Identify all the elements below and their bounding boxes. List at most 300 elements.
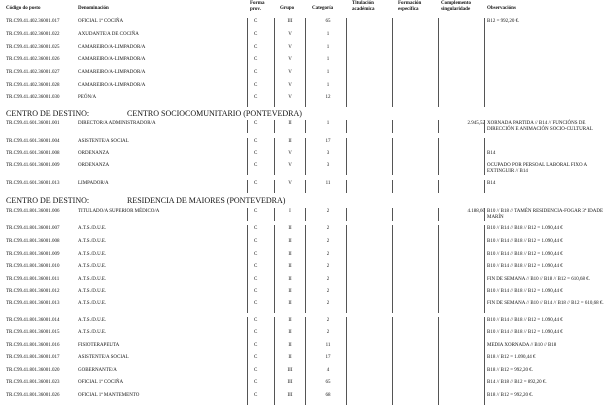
post-category: 68 bbox=[325, 393, 331, 398]
post-code: TR.C99.41.601.36001.013 bbox=[6, 181, 60, 186]
table-row bbox=[0, 45, 614, 57]
column-divider bbox=[305, 392, 306, 405]
column-divider bbox=[274, 208, 275, 221]
post-observations: B10 // B14 // B18 // B12 = 1.090,44 € bbox=[487, 318, 563, 323]
column-divider bbox=[247, 180, 248, 193]
post-category: 1 bbox=[326, 121, 330, 126]
column-divider bbox=[438, 354, 439, 367]
column-divider bbox=[484, 94, 485, 107]
column-divider bbox=[247, 329, 248, 342]
column-divider bbox=[346, 300, 347, 313]
column-divider bbox=[274, 392, 275, 405]
post-denomination: OFICIAL 1ª COCIÑA bbox=[78, 19, 124, 24]
column-divider bbox=[274, 238, 275, 251]
post-forma-prov: C bbox=[254, 301, 258, 306]
post-code: TR.C99.41.801.36001.026 bbox=[6, 393, 60, 398]
column-divider bbox=[484, 329, 485, 342]
post-observations: OCUPADO POR PERSOAL LABORAL FIXO A EXTINGUIR // B14 bbox=[487, 163, 587, 174]
post-denomination: ORDENANZA bbox=[78, 163, 110, 168]
post-code: TR.C99.41.601.36001.009 bbox=[6, 163, 60, 168]
column-divider bbox=[274, 56, 275, 69]
post-observations: B10 // B14 // B18 // B12 = 1.090,44 € bbox=[487, 252, 563, 257]
column-divider bbox=[274, 120, 275, 133]
column-divider bbox=[484, 31, 485, 44]
column-divider bbox=[392, 94, 393, 107]
column-divider bbox=[305, 94, 306, 107]
column-divider bbox=[247, 94, 248, 107]
column-divider bbox=[305, 162, 306, 175]
column-divider bbox=[484, 379, 485, 392]
column-divider bbox=[484, 180, 485, 193]
post-category: 3 bbox=[326, 163, 330, 168]
column-divider bbox=[484, 208, 485, 221]
column-divider bbox=[346, 225, 347, 238]
post-observations: B14 bbox=[487, 181, 496, 186]
post-observations: B10 // B18 // TAMÉN RESIDENCIA-FOGAR 3ª IDADE MARÍN bbox=[487, 209, 604, 220]
post-group: V bbox=[288, 181, 292, 186]
post-code: TR.C99.41.402.36001.017 bbox=[6, 19, 60, 24]
column-divider bbox=[392, 354, 393, 367]
post-category: 17 bbox=[325, 139, 331, 144]
post-forma-prov: C bbox=[254, 393, 258, 398]
column-divider bbox=[247, 263, 248, 276]
post-observations: B10 // B14 // B18 // B12 = 1.090,44 € bbox=[487, 289, 563, 294]
table-row bbox=[0, 289, 614, 301]
column-divider bbox=[484, 238, 485, 251]
post-group: V bbox=[288, 83, 292, 88]
column-divider bbox=[484, 263, 485, 276]
post-group: V bbox=[288, 70, 292, 75]
column-divider bbox=[346, 208, 347, 221]
post-forma-prov: C bbox=[254, 45, 258, 50]
header-formacion: Formación específica bbox=[398, 1, 422, 12]
post-forma-prov: C bbox=[254, 139, 258, 144]
post-denomination: FISIOTERAPEUTA bbox=[78, 343, 120, 348]
post-category: 12 bbox=[325, 95, 331, 100]
column-divider bbox=[392, 56, 393, 69]
post-category: 1 bbox=[326, 83, 330, 88]
table-row bbox=[0, 19, 614, 31]
post-forma-prov: C bbox=[254, 239, 258, 244]
column-divider bbox=[392, 238, 393, 251]
post-code: TR.C99.41.801.36001.008 bbox=[6, 239, 60, 244]
column-divider bbox=[305, 69, 306, 82]
post-denomination: OFICIAL 1ª COCIÑA bbox=[78, 380, 124, 385]
post-code: TR.C99.41.801.36001.012 bbox=[6, 289, 60, 294]
column-divider bbox=[392, 208, 393, 221]
column-divider bbox=[392, 392, 393, 405]
post-group: III bbox=[287, 393, 293, 398]
section-name: CENTRO SOCIOCOMUNITARIO (PONTEVEDRA) bbox=[127, 109, 302, 118]
table-row bbox=[0, 209, 614, 221]
post-code: TR.C99.41.402.36001.030 bbox=[6, 95, 60, 100]
column-divider bbox=[392, 69, 393, 82]
post-observations: B12 = 992,20 €. bbox=[487, 19, 520, 24]
post-category: 1 bbox=[326, 57, 330, 62]
post-observations: B18 // B12 = 1.090,44 € bbox=[487, 355, 536, 360]
column-divider bbox=[484, 18, 485, 31]
post-denomination: CAMAREIRO/A-LIMPADOR/A bbox=[78, 45, 146, 50]
post-denomination: ASISTENTE/A SOCIAL bbox=[78, 139, 129, 144]
post-category: 2 bbox=[326, 301, 330, 306]
column-divider bbox=[274, 379, 275, 392]
post-denomination: A.T.S./D.U.E. bbox=[78, 264, 107, 269]
post-group: V bbox=[288, 57, 292, 62]
column-divider bbox=[484, 162, 485, 175]
post-denomination: PEÓN/A bbox=[78, 95, 97, 100]
post-category: 1 bbox=[326, 45, 330, 50]
column-divider bbox=[274, 354, 275, 367]
column-divider bbox=[484, 225, 485, 238]
post-code: TR.C99.41.601.36001.001 bbox=[6, 121, 60, 126]
post-code: TR.C99.41.402.36001.026 bbox=[6, 57, 60, 62]
post-group: II bbox=[288, 239, 292, 244]
section-label: CENTRO DE DESTINO: bbox=[6, 109, 90, 118]
column-divider bbox=[305, 379, 306, 392]
post-group: V bbox=[288, 163, 292, 168]
column-divider bbox=[346, 69, 347, 82]
post-denomination: TITULADO/A SUPERIOR MÉDICO/A bbox=[78, 209, 160, 214]
post-group: III bbox=[287, 380, 293, 385]
post-code: TR.C99.41.801.36001.017 bbox=[6, 355, 60, 360]
table-row bbox=[0, 163, 614, 175]
post-category: 11 bbox=[325, 181, 331, 186]
post-observations: FIN DE SEMANA // B10 // B14 // B18 // B12 = 610,68 €. bbox=[487, 301, 604, 306]
column-divider bbox=[392, 263, 393, 276]
section-name: RESIDENCIA DE MAIORES (PONTEVEDRA) bbox=[127, 196, 286, 205]
table-row bbox=[0, 32, 614, 44]
post-group: II bbox=[288, 343, 292, 348]
table-row bbox=[0, 70, 614, 82]
post-denomination: A.T.S./D.U.E. bbox=[78, 226, 107, 231]
table-row bbox=[0, 252, 614, 264]
post-code: TR.C99.41.801.36001.010 bbox=[6, 264, 60, 269]
column-divider bbox=[305, 238, 306, 251]
header-forma: Forma prov. bbox=[250, 1, 265, 12]
post-observations: B14 // B18 // B12 = 892,20 €. bbox=[487, 380, 547, 385]
post-forma-prov: C bbox=[254, 95, 258, 100]
table-row bbox=[0, 121, 614, 133]
post-category: 65 bbox=[325, 19, 331, 24]
column-divider bbox=[392, 329, 393, 342]
post-complement: 4.188,60 bbox=[467, 209, 485, 214]
column-divider bbox=[392, 18, 393, 31]
table-row bbox=[0, 226, 614, 238]
column-divider bbox=[392, 31, 393, 44]
column-divider bbox=[346, 379, 347, 392]
column-divider bbox=[274, 162, 275, 175]
post-forma-prov: C bbox=[254, 264, 258, 269]
column-divider bbox=[247, 392, 248, 405]
post-forma-prov: C bbox=[254, 277, 258, 282]
post-code: TR.C99.41.801.36001.014 bbox=[6, 318, 60, 323]
post-category: 11 bbox=[325, 343, 331, 348]
table-row bbox=[0, 355, 614, 367]
header-categoria: Categoría bbox=[312, 6, 334, 11]
post-category: 2 bbox=[326, 277, 330, 282]
column-divider bbox=[346, 120, 347, 133]
post-denomination: LIMPADOR/A bbox=[78, 181, 109, 186]
post-denomination: A.T.S./D.U.E. bbox=[78, 239, 107, 244]
table-row bbox=[0, 301, 614, 313]
post-code: TR.C99.41.801.36001.015 bbox=[6, 330, 60, 335]
post-observations: FIN DE SEMANA // B10 // B18 // B12 = 610,68 €. bbox=[487, 277, 590, 282]
table-row bbox=[0, 277, 614, 289]
column-divider bbox=[247, 379, 248, 392]
post-category: 2 bbox=[326, 318, 330, 323]
post-observations: B18 // B12 = 992,20 €. bbox=[487, 393, 534, 398]
table-row bbox=[0, 330, 614, 342]
column-divider bbox=[438, 392, 439, 405]
post-category: 17 bbox=[325, 355, 331, 360]
post-observations: B10 // B14 // B18 // B12 = 1.090,44 € bbox=[487, 239, 563, 244]
post-group: II bbox=[288, 226, 292, 231]
post-forma-prov: C bbox=[254, 226, 258, 231]
post-category: 2 bbox=[326, 330, 330, 335]
column-divider bbox=[484, 300, 485, 313]
post-forma-prov: C bbox=[254, 83, 258, 88]
post-group: II bbox=[288, 139, 292, 144]
post-forma-prov: C bbox=[254, 70, 258, 75]
table-row bbox=[0, 83, 614, 95]
table-row bbox=[0, 181, 614, 193]
post-group: V bbox=[288, 45, 292, 50]
column-divider bbox=[346, 180, 347, 193]
header-titulacion: Titulación académica bbox=[352, 1, 375, 12]
post-forma-prov: C bbox=[254, 252, 258, 257]
table-row bbox=[0, 57, 614, 69]
column-divider bbox=[305, 56, 306, 69]
post-observations: XORNADA PARTIDA // B14 // FUNCIÓNS DE DIRECCIÓN E ANIMACIÓN SOCIO-CULTURAL bbox=[487, 121, 593, 132]
column-divider bbox=[247, 238, 248, 251]
post-group: III bbox=[287, 19, 293, 24]
post-code: TR.C99.41.801.36001.011 bbox=[6, 277, 60, 282]
post-code: TR.C99.41.801.36001.016 bbox=[6, 343, 60, 348]
post-category: 1 bbox=[326, 70, 330, 75]
post-forma-prov: C bbox=[254, 289, 258, 294]
column-divider bbox=[438, 69, 439, 82]
column-divider bbox=[438, 180, 439, 193]
column-divider bbox=[305, 120, 306, 133]
post-observations: B14 bbox=[487, 151, 496, 156]
column-divider bbox=[438, 300, 439, 313]
post-category: 2 bbox=[326, 252, 330, 257]
table-row bbox=[0, 239, 614, 251]
column-divider bbox=[392, 300, 393, 313]
post-code: TR.C99.41.402.36001.022 bbox=[6, 32, 60, 37]
column-divider bbox=[247, 208, 248, 221]
post-denomination: ASISTENTE/A SOCIAL bbox=[78, 355, 129, 360]
column-divider bbox=[438, 94, 439, 107]
column-divider bbox=[274, 329, 275, 342]
post-group: II bbox=[288, 121, 292, 126]
column-divider bbox=[346, 162, 347, 175]
post-category: 2 bbox=[326, 209, 330, 214]
post-group: II bbox=[288, 252, 292, 257]
column-divider bbox=[247, 354, 248, 367]
column-divider bbox=[346, 18, 347, 31]
column-divider bbox=[305, 18, 306, 31]
column-divider bbox=[247, 56, 248, 69]
table-row bbox=[0, 264, 614, 276]
post-denomination: ORDENANZA bbox=[78, 151, 110, 156]
post-forma-prov: C bbox=[254, 32, 258, 37]
post-group: V bbox=[288, 32, 292, 37]
table-row bbox=[0, 151, 614, 163]
column-divider bbox=[274, 31, 275, 44]
table-row bbox=[0, 343, 614, 355]
column-divider bbox=[346, 354, 347, 367]
table-row bbox=[0, 318, 614, 330]
column-divider bbox=[305, 329, 306, 342]
post-forma-prov: C bbox=[254, 343, 258, 348]
column-divider bbox=[346, 31, 347, 44]
column-divider bbox=[438, 162, 439, 175]
column-divider bbox=[274, 18, 275, 31]
post-observations: MEDIA XORNADA // B10 // B18 bbox=[487, 343, 557, 348]
post-code: TR.C99.41.801.36001.007 bbox=[6, 226, 60, 231]
column-divider bbox=[346, 238, 347, 251]
header-observacions: Observacións bbox=[487, 6, 516, 11]
table-row bbox=[0, 95, 614, 107]
post-forma-prov: C bbox=[254, 355, 258, 360]
column-divider bbox=[484, 69, 485, 82]
column-divider bbox=[484, 392, 485, 405]
post-denomination: CAMAREIRO/A-LIMPADOR/A bbox=[78, 70, 146, 75]
post-observations: B10 // B14 // B18 // B12 = 1.090,44 € bbox=[487, 264, 563, 269]
post-denomination: A.T.S./D.U.E. bbox=[78, 301, 107, 306]
column-divider bbox=[438, 31, 439, 44]
post-denomination: A.T.S./D.U.E. bbox=[78, 252, 107, 257]
column-divider bbox=[247, 18, 248, 31]
post-group: III bbox=[287, 368, 293, 373]
column-divider bbox=[305, 180, 306, 193]
post-group: II bbox=[288, 330, 292, 335]
post-denomination: A.T.S./D.U.E. bbox=[78, 318, 107, 323]
column-divider bbox=[274, 180, 275, 193]
post-code: TR.C99.41.601.36001.008 bbox=[6, 151, 60, 156]
post-forma-prov: C bbox=[254, 19, 258, 24]
table-row bbox=[0, 139, 614, 151]
table-row bbox=[0, 393, 614, 405]
post-group: V bbox=[288, 95, 292, 100]
post-code: TR.C99.41.402.36001.025 bbox=[6, 45, 60, 50]
post-forma-prov: C bbox=[254, 181, 258, 186]
post-code: TR.C99.41.801.36001.006 bbox=[6, 209, 60, 214]
post-observations: B10 // B14 // B18 // B12 = 1.090,44 € bbox=[487, 330, 563, 335]
post-category: 2 bbox=[326, 239, 330, 244]
column-divider bbox=[274, 94, 275, 107]
post-code: TR.C99.41.801.36001.023 bbox=[6, 380, 60, 385]
column-divider bbox=[247, 225, 248, 238]
column-divider bbox=[484, 56, 485, 69]
post-forma-prov: C bbox=[254, 209, 258, 214]
post-category: 3 bbox=[326, 151, 330, 156]
column-divider bbox=[247, 69, 248, 82]
header-grupo: Grupo bbox=[280, 6, 295, 11]
table-row bbox=[0, 368, 614, 380]
column-divider bbox=[247, 300, 248, 313]
post-group: V bbox=[288, 151, 292, 156]
column-divider bbox=[305, 354, 306, 367]
post-category: 65 bbox=[325, 380, 331, 385]
post-group: II bbox=[288, 355, 292, 360]
post-forma-prov: C bbox=[254, 163, 258, 168]
column-divider bbox=[305, 300, 306, 313]
table-row bbox=[0, 380, 614, 392]
column-divider bbox=[346, 392, 347, 405]
column-divider bbox=[438, 329, 439, 342]
column-divider bbox=[438, 379, 439, 392]
header-codigo: Código do posto bbox=[6, 6, 41, 11]
post-forma-prov: C bbox=[254, 121, 258, 126]
post-group: II bbox=[288, 289, 292, 294]
post-denomination: OFICIAL 1ª MANTEMENTO bbox=[78, 393, 140, 398]
header-complemento: Complemento singularidade bbox=[441, 1, 471, 12]
column-divider bbox=[247, 120, 248, 133]
post-forma-prov: C bbox=[254, 368, 258, 373]
column-divider bbox=[392, 225, 393, 238]
post-forma-prov: C bbox=[254, 57, 258, 62]
column-divider bbox=[305, 31, 306, 44]
post-denomination: DIRECTOR/A ADMINISTRADOR/A bbox=[78, 121, 156, 126]
column-divider bbox=[305, 263, 306, 276]
post-code: TR.C99.41.402.36001.028 bbox=[6, 83, 60, 88]
post-forma-prov: C bbox=[254, 151, 258, 156]
column-divider bbox=[346, 263, 347, 276]
column-divider bbox=[484, 354, 485, 367]
post-code: TR.C99.41.402.36001.027 bbox=[6, 70, 60, 75]
column-divider bbox=[274, 263, 275, 276]
column-divider bbox=[305, 225, 306, 238]
post-denomination: AXUDANTE/A DE COCIÑA bbox=[78, 32, 139, 37]
column-divider bbox=[438, 225, 439, 238]
section-label: CENTRO DE DESTINO: bbox=[6, 196, 90, 205]
post-denomination: A.T.S./D.U.E. bbox=[78, 277, 107, 282]
column-divider bbox=[274, 300, 275, 313]
post-category: 4 bbox=[326, 368, 330, 373]
post-category: 2 bbox=[326, 226, 330, 231]
post-code: TR.C99.41.801.36001.009 bbox=[6, 252, 60, 257]
column-divider bbox=[274, 69, 275, 82]
column-divider bbox=[438, 56, 439, 69]
header-denominacion: Denominación bbox=[78, 6, 109, 11]
column-divider bbox=[392, 379, 393, 392]
post-group: II bbox=[288, 264, 292, 269]
column-divider bbox=[247, 31, 248, 44]
column-divider bbox=[484, 120, 485, 133]
column-divider bbox=[438, 238, 439, 251]
column-divider bbox=[392, 180, 393, 193]
post-forma-prov: C bbox=[254, 318, 258, 323]
post-group: I bbox=[289, 209, 291, 214]
post-group: II bbox=[288, 277, 292, 282]
post-denomination: A.T.S./D.U.E. bbox=[78, 330, 107, 335]
column-divider bbox=[346, 94, 347, 107]
column-divider bbox=[438, 208, 439, 221]
column-divider bbox=[274, 225, 275, 238]
post-code: TR.C99.41.801.36001.013 bbox=[6, 301, 60, 306]
column-divider bbox=[438, 18, 439, 31]
post-denomination: A.T.S./D.U.E. bbox=[78, 289, 107, 294]
post-forma-prov: C bbox=[254, 330, 258, 335]
column-divider bbox=[305, 208, 306, 221]
column-divider bbox=[392, 120, 393, 133]
post-denomination: CAMAREIRO/A-LIMPADOR/A bbox=[78, 83, 146, 88]
post-forma-prov: C bbox=[254, 380, 258, 385]
post-code: TR.C99.41.801.36001.020 bbox=[6, 368, 60, 373]
column-divider bbox=[392, 162, 393, 175]
